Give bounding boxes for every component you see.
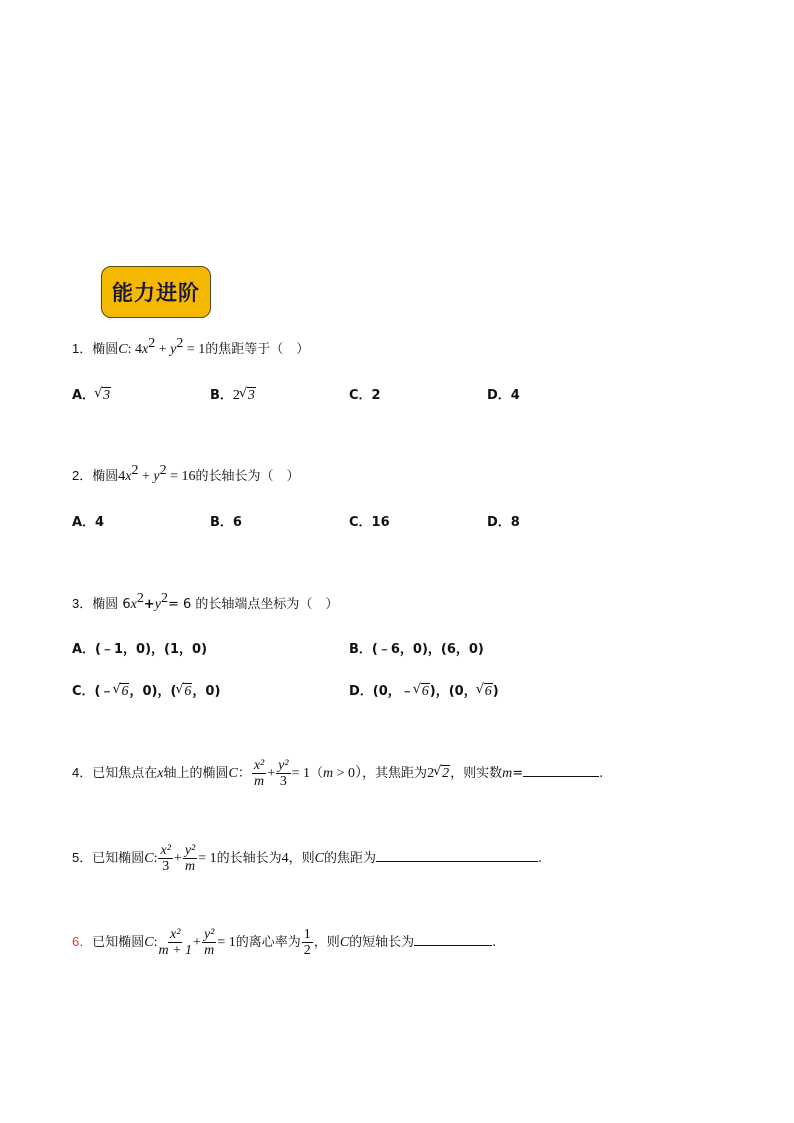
sqrt-symbol: √ 2	[434, 757, 450, 791]
question-text: 椭圆	[92, 342, 119, 357]
question-text: 已知椭圆	[92, 851, 145, 866]
fraction: $\frac{\text{x²}}{m + 1}$	[158, 927, 193, 958]
fraction: $\frac{\text{x²}}{m}$	[253, 758, 265, 789]
q1-option-a[interactable]: A．√ 3	[72, 384, 111, 404]
sqrt-symbol: √ 6	[414, 684, 430, 700]
q2-option-d[interactable]: D．8	[487, 515, 520, 530]
question-text: 椭圆 6	[92, 597, 131, 612]
question-text: 已知焦点在	[92, 766, 158, 781]
q3-option-c[interactable]: C．(﹣√ 6，0)，(√ 6，0)	[72, 680, 220, 700]
question-6: 6．已知椭圆C: $\frac{\text{x²}}{m + 1}$ + $\frac{\text{y²}}{m}$ = 1的离心率为 $\frac{1}{2}$ ，则C的短轴长为 .	[72, 927, 497, 958]
fraction: $\frac{1}{2}$	[303, 927, 311, 958]
question-4: 4．已知焦点在x轴上的椭圆C： $\frac{\text{x²}}{m}$ + $\frac{\text{y²}}{3}$ = 1（m > 0），其焦距为2√ 2，则实数m= .	[72, 756, 603, 791]
question-1: 1．椭圆C: $4x^2 + y^2 = 1$的焦距等于（ ）	[72, 336, 310, 357]
question-number: 2．	[72, 468, 93, 483]
answer-blank[interactable]	[523, 764, 599, 777]
question-number: 5．	[72, 850, 93, 865]
section-badge	[101, 266, 211, 318]
q1-option-c[interactable]: C．2	[349, 388, 381, 403]
question-text: 椭圆	[92, 469, 119, 484]
q3-option-d[interactable]: D．(0，﹣√ 6)，(0，√ 6)	[349, 680, 499, 700]
question-number: 4．	[72, 765, 93, 780]
question-number: 1．	[72, 341, 93, 356]
sqrt-symbol: √ 6	[113, 684, 129, 700]
question-5: 5．已知椭圆C: $\frac{\text{x²}}{3}$ + $\frac{\text{y²}}{m}$ = 1的长轴长为4，则C的焦距为 .	[72, 843, 543, 874]
fraction: $\frac{\text{y²}}{m}$	[184, 843, 196, 874]
question-3: 3．椭圆 $6x^2+y^2= 6$ 的长轴端点坐标为（ ）	[72, 591, 339, 612]
q1-option-d[interactable]: D．4	[487, 388, 520, 403]
fraction: $\frac{\text{x²}}{3}$	[160, 843, 171, 874]
sqrt-symbol: √ 3	[240, 388, 256, 404]
answer-blank[interactable]	[376, 849, 538, 862]
question-number: 3．	[72, 596, 93, 611]
q3-option-b[interactable]: B．(﹣6，0)，(6，0)	[349, 642, 484, 657]
answer-blank[interactable]	[414, 933, 492, 946]
q1-option-b[interactable]: B．2√ 3	[210, 384, 256, 404]
q2-option-c[interactable]: C．16	[349, 515, 390, 530]
sqrt-symbol: √ 6	[477, 684, 493, 700]
section-badge-title: 能力进阶	[112, 281, 200, 305]
fraction: $\frac{\text{y²}}{m}$	[203, 927, 215, 958]
q2-option-a[interactable]: A．4	[72, 515, 105, 530]
question-number: 6．	[72, 934, 93, 949]
question-2: 2．椭圆$4x^2 + y^2 = 16$的长轴长为（ ）	[72, 463, 300, 484]
q2-option-b[interactable]: B．6	[210, 515, 242, 530]
q3-option-a[interactable]: A．(﹣1，0)，(1，0)	[72, 642, 208, 657]
question-text: 已知椭圆	[92, 935, 145, 950]
fraction: $\frac{\text{y²}}{3}$	[278, 758, 289, 789]
sqrt-symbol: √ 3	[95, 388, 111, 404]
sqrt-symbol: √ 6	[176, 684, 192, 700]
